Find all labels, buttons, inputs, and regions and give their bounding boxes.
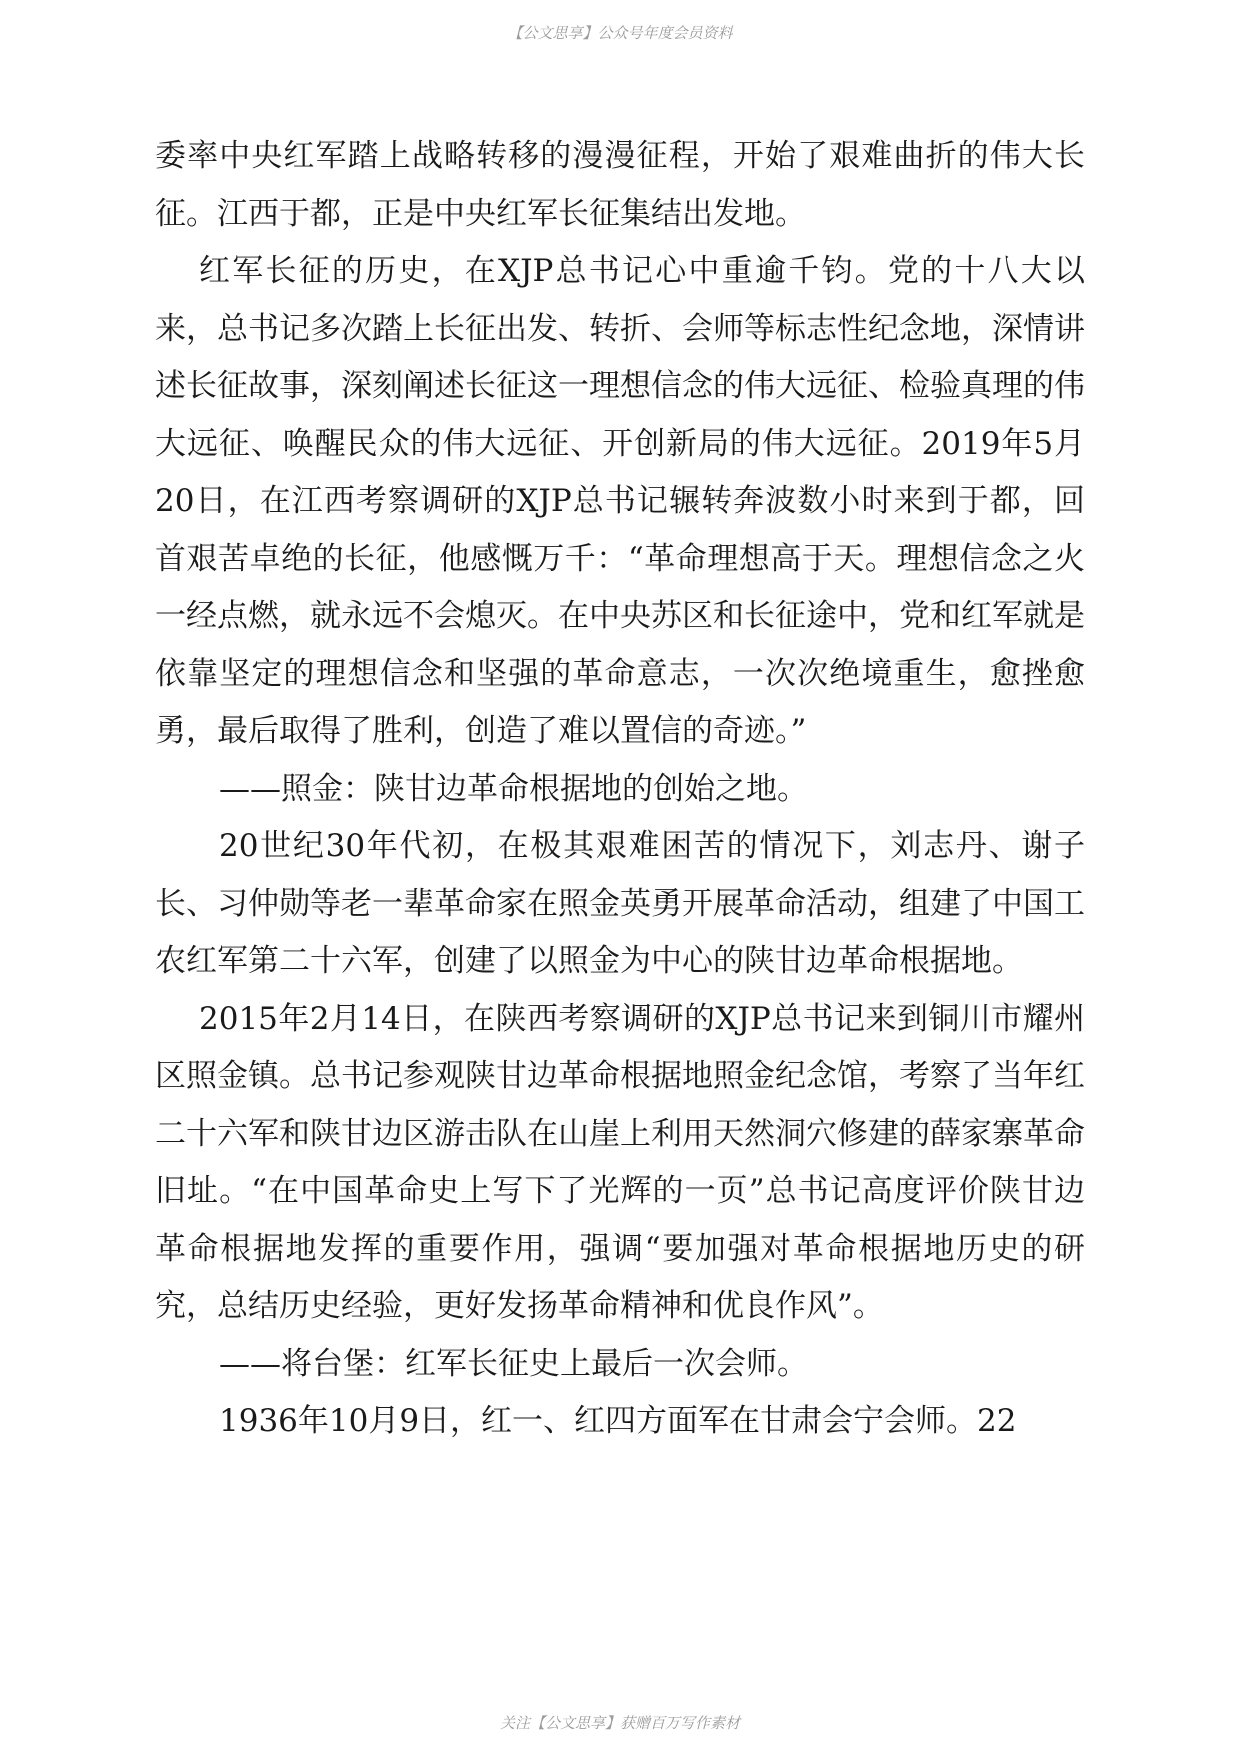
paragraph-jiangtaibao-history: 1936年10月9日，红一、红四方面军在甘肃会宁会师。22 [219,1403,1017,1439]
document-body [155,128,1085,1451]
paragraph-zhaojin-visit: 2015年2月14日，在陕西考察调研的XJP总书记来到铜川市耀州区照金镇。总书记参观陕甘边革命根据地照金纪念馆，考察了当年红二十六军和陕甘边区游击队在山崖上利用天然洞穴修建的薛家寨革命旧址。“在中国革命史上写下了光辉的一页”总书记高度评价陕甘边革命根据地发挥的重要作用，强调“要加强对革命根据地历史的研究，总结历史经验，更好发扬革命精神和优良作风”。 [155,1000,1085,1324]
section-heading-jiangtaibao: ——将台堡：红军长征史上最后一次会师。 [219,1345,808,1382]
paragraph-continuation: 委率中央红军踏上战略转移的漫漫征程，开始了艰难曲折的伟大长征。江西于都，正是中央红军长征集结出发地。 [155,138,1085,232]
page-header: 【公文思享】公众号年度会员资料 [507,24,733,42]
section-heading-zhaojin: ——照金：陕甘边革命根据地的创始之地。 [219,770,808,807]
page-footer: 关注【公文思享】获赠百万写作素材 [499,1714,740,1732]
paragraph-long-march-history: 红军长征的历史，在XJP总书记心中重逾千钧。党的十八大以来，总书记多次踏上长征出发、转折、会师等标志性纪念地，深情讲述长征故事，深刻阐述长征这一理想信念的伟大远征、检验真理的伟大远征、唤醒民众的伟大远征、开创新局的伟大远征。2019年5月20日，在江西考察调研的XJP总书记辗转奔波数小时来到于都，回首艰苦卓绝的长征，他感慨万千：“革命理想高于天。理想信念之火一经点燃，就永远不会熄灭。在中央苏区和长征途中，党和红军就是依靠坚定的理想信念和坚强的革命意志，一次次绝境重生，愈挫愈勇，最后取得了胜利，创造了难以置信的奇迹。” [155,253,1085,749]
paragraph-zhaojin-history: 20世纪30年代初，在极其艰难困苦的情况下，刘志丹、谢子长、习仲勋等老一辈革命家在照金英勇开展革命活动，组建了中国工农红军第二十六军，创建了以照金为中心的陕甘边革命根据地。 [155,828,1085,979]
